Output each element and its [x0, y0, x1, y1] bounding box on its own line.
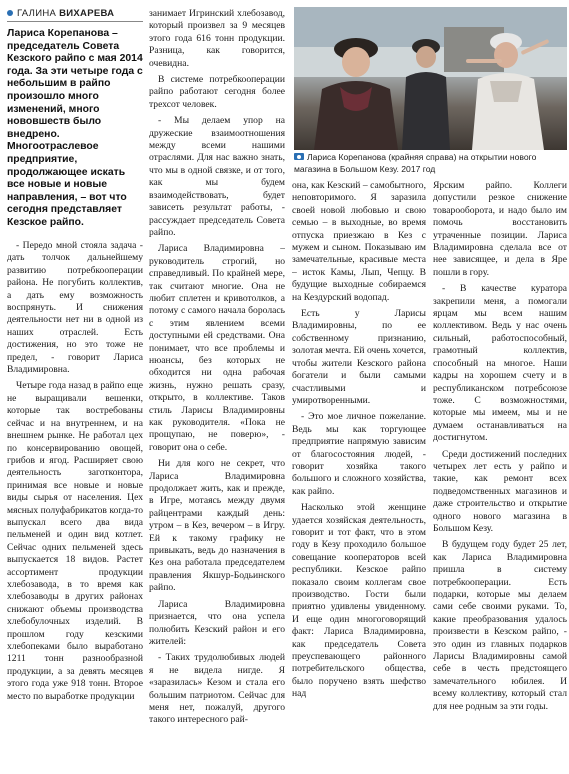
column-4	[433, 180, 567, 774]
paragraph: она, как Кезский – самобытного, неповторимого. Я заразила своей новой любовью и свою семью – в выходные, во время отпуска приезжаю в Кез с мужем и сыном. Показываю им замечательные, красивые места – исток Камы, Лып, Чепцу. В будущие выходные собираемся на Кездурский водопад.	[292, 180, 426, 303]
paragraph: В системе потребкооперации райпо работают сегодня более трехсот человек.	[149, 74, 285, 110]
photo-illustration	[294, 7, 567, 150]
paragraph: Лариса Владимировна признается, что она успела полюбить Кезский район и его жителей:	[149, 598, 285, 647]
paragraph: Среди достижений последних четырех лет есть у райпо и такие, как ремонт всех подведомственных магазинов и даже строительство и открытие одного нового магазина в Большом Кезу.	[433, 448, 567, 534]
column-2	[149, 8, 285, 774]
paragraph: Есть у Ларисы Владимировны, по ее собственному признанию, золотая мечта. Ей очень хочется, чтобы жители Кезского района богатели и были самыми счастливыми и умиротворенными.	[292, 308, 426, 406]
paragraph: - В качестве куратора закрепили меня, а помогали ярцам мы всем нашим коллективом. Ведь у нас очень сильный, работоспособный, грамотный коллектив, способный на многое. Наши кадры на хорошем счету и в республиканском потребсоюзе тоже. С возможностями, которые мы имеем, мы и не думаем останавливаться на достигнутом.	[433, 283, 567, 444]
byline-divider	[7, 21, 143, 22]
paragraph: - Это мое личное пожелание. Ведь мы как торгующее предприятие напрямую зависим от благосостояния людей, - говорит хозяйка такого большого и сложного хозяйства, как райпо.	[292, 411, 426, 497]
column-3	[292, 180, 426, 774]
photo-caption	[294, 151, 567, 177]
paragraph: - Передо мной стояла задача - дать толчок дальнейшему развитию потребкооперации района. Не погубить коллектив, а дать ему возможность воспрянуть. И снижения деятельности нет ни в одной из наших отраслей. Есть достижения, но это тоже не предел, - говорит Лариса Владимировна.	[7, 240, 143, 376]
byline	[7, 6, 147, 20]
paragraph: Ярским райпо. Коллеги допустили резкое снижение товарооборота, и надо было им помочь восстановить утраченные позиции. Лариса Владимировна сделала все от нее зависящее, и дела в Яре пошли в гору.	[433, 180, 567, 278]
paragraph: Лариса Владимировна – руководитель строгий, но справедливый. По крайней мере, так считают многие. Она не любит сплетен и кривотолков, а потому с самого начала боролась с этим явлением всеми доступными ей средствами. Она понимает, что все проблемы и нюансы, без которых не обходится ни одна рабочая жизнь, нужно решать сразу, открыто, в коллективе. Таков стиль Ларисы Владимировны как руководителя. «Пока не прощупаю, не поверю», - говорит она о себе.	[149, 243, 285, 453]
photo-caption-text: Лариса Корепанова (крайняя справа) на открытии нового магазина в Большом Кезу. 2017 год	[294, 152, 537, 174]
article-photo	[294, 7, 567, 150]
byline-last-name: ВИХАРЕВА	[59, 7, 115, 19]
paragraph: - Таких трудолюбивых людей я не видела нигде. Я «заразилась» Кезом и стала его большим патриотом. Сейчас для меня нет, пожалуй, другого такого интересного рай-	[149, 652, 285, 726]
byline-first-name: ГАЛИНА	[17, 7, 57, 19]
byline-dot-icon	[7, 10, 13, 16]
paragraph: Насколько этой женщине удается хозяйская деятельность, говорит и тот факт, что в этом году в Кезу проходило большое совещание кооператоров всей республики. Кезское райпо показало своим коллегам свое производство. Гости были приятно удивлены увиденному. И еще один многоговорящий факт: Лариса Владимировна, как председатель Совета преуспевающего районного потребительского общества, было поручено взять шефство над	[292, 502, 426, 700]
paragraph: Ни для кого не секрет, что Лариса Владимировна продолжает жить, как и прежде, в Игре, мотаясь между двумя райцентрами каждый день: утром – в Кез, вечером – в Игру. Ей к такому графику не привыкать, ведь до назначения в Кез она работала председателем правления Якшур-Бодьинского райпо.	[149, 458, 285, 594]
paragraph: В будущем году будет 25 лет, как Лариса Владимировна пришла в систему потребкооперации. Есть подарки, которые мы делаем сами себе своими руками. То, какие преобразования удалось произвести в Кезском райпо, - это один из главных подарков Ларисы Владимировны самой себе в честь предстоящего замечательного юбилея. И всему коллективу, который стал для нее родным за эти годы.	[433, 539, 567, 712]
article-lead: Лариса Корепанова – председатель Совета Кезского райпо с мая 2014 года. За эти четыре года с небольшим в райпо произошло много изменений, много нововшеств было внедрено. Многоотраслевое предприятие, продолжающее искать все новые и новые направления, – вот что сегодня представляет Кезское райпо.	[7, 28, 143, 228]
camera-icon	[294, 153, 304, 160]
column-1	[7, 240, 143, 774]
paragraph: занимает Игринский хлебозавод, который произвел за 9 месяцев этого года 616 тонн продукции. Разница, как говорится, очевидна.	[149, 8, 285, 69]
paragraph: - Мы делаем упор на дружеские взаимоотношения между всеми нашими отраслями. Для нас важно знать, что мы в одной связке, и от того, как мы будем взаимодействовать, будет зависеть результат работы, - рассуждает председатель Совета райпо.	[149, 115, 285, 238]
paragraph: Четыре года назад в райпо еще не выращивали вешенки, которые так востребованы сейчас и на внутреннем, и на внешнем рынке. Не работал цех по консервированию овощей, грибов и ягод. Расширяет свою деятельность заготконтора, принимая все новые и новые виды сырья от населения. Цех мясных полуфабрикатов когда-то выпускал всего два вида пельменей и один вид котлет. Сейчас одних пельменей здесь выпускается 18 видов. Растет ассортимент продукции хлебозавода, в то время как хлебозаводы в других районах снижают объемы производства хлебобулочных изделий. В прошлом году кезскими хлебопеками было выработано 1211 тонн разнообразной продукции, а за девять месяцев этого года уже 918 тонн. Второе место по выработке продукции	[7, 380, 143, 702]
